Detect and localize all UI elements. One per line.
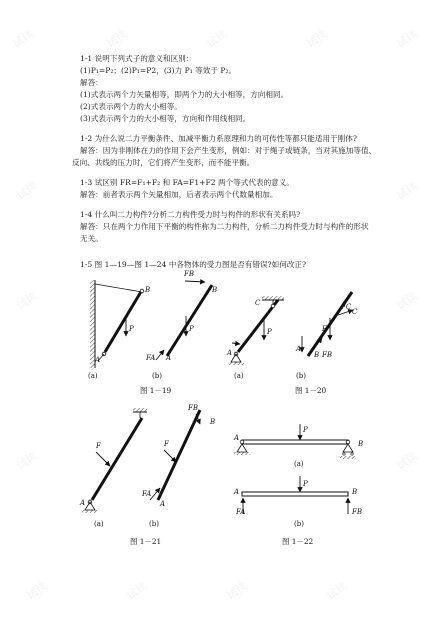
label-A: A — [166, 354, 172, 362]
label-A: A — [160, 500, 166, 508]
label-A: A — [234, 488, 240, 496]
q14-title: 1-4 什么叫二力构件?分析二力构件受力时与构件的形状有关系吗? — [80, 210, 301, 219]
label-B: B — [358, 440, 364, 448]
figure-1-21-b — [150, 410, 200, 500]
watermark: 试读 — [124, 579, 150, 603]
fig121-sub-b: (b) — [149, 520, 159, 528]
label-B: B — [314, 351, 320, 359]
q12-answer-line1: 解答：因为非刚体在力的作用下会产生变形，例如：对于绳子或链条，当对其施加等值、 — [80, 146, 377, 155]
q13-title: 1-3 试区别 FR=F₁+F₂ 和 FA=F1+F2 两个等式代表的意义。 — [80, 178, 294, 187]
label-C: C — [255, 299, 261, 307]
watermark: 试读 — [104, 27, 130, 51]
label-A: A — [296, 345, 302, 353]
q14-answer-line1: 解答：只在两个力作用下平衡的构件称为二力构件，分析二力构件受力时与构件的形状 — [80, 222, 369, 231]
q11-items: (1)P₁=P₂；(2)P₁=P2，(3)力 P₁ 等效于 P₂。 — [80, 66, 237, 75]
figure-1-22-b — [242, 476, 348, 514]
label-FB: FB — [352, 508, 363, 516]
label-FB: FB — [322, 351, 333, 359]
watermark: 试读 — [304, 27, 330, 51]
label-C: C — [352, 308, 358, 316]
q13-answer: 解答：前者表示两个矢量相加，后者表示两个代数量相加。 — [80, 190, 278, 199]
q11-answer-1: (1)式表示两个力矢量相等，即两个力的大小相等，方向相同。 — [80, 90, 289, 99]
watermark: 试读 — [14, 179, 40, 203]
label-B: B — [145, 286, 151, 294]
label-A: A — [95, 356, 101, 364]
label-A: A — [80, 499, 86, 507]
watermark: 试读 — [394, 27, 420, 51]
label-B: B — [210, 418, 216, 426]
label-FC: FC — [341, 303, 352, 311]
q11-answer-3: (3)式表示两个力的大小相等，方向和作用线相同。 — [80, 114, 251, 123]
figure-1-19-b — [156, 281, 212, 360]
figure-1-22-a — [234, 424, 356, 459]
label-P: P — [303, 426, 308, 434]
q14-answer-line2: 无关。 — [80, 234, 103, 243]
watermark: 试读 — [14, 289, 40, 313]
label-FA: FA — [146, 354, 156, 362]
watermark: 试读 — [324, 579, 350, 603]
watermark: 试读 — [394, 289, 420, 313]
watermark: 试读 — [394, 179, 420, 203]
figure-1-21-a — [82, 408, 147, 513]
q11-answer-label: 解答： — [80, 78, 103, 87]
figure-1-19-a — [90, 280, 144, 368]
fig121-sub-a: (a) — [94, 520, 104, 528]
watermark: 试读 — [204, 27, 230, 51]
label-FB: FB — [188, 404, 199, 412]
label-B: B — [352, 488, 358, 496]
label-FA: FA — [236, 508, 246, 516]
q12-title: 1-2 为什么说二力平衡条件、加减平衡力系原理和力的可传性等都只能适用于刚体? — [80, 134, 357, 143]
q11-answer-2: (2)式表示两个力的大小相等。 — [80, 102, 182, 111]
watermark: 试读 — [224, 579, 250, 603]
fig119-sub-a: (a) — [88, 372, 98, 380]
label-FA: FA — [142, 490, 152, 498]
fig122-sub-b: (b) — [294, 520, 304, 528]
watermark: 试读 — [394, 449, 420, 473]
fig120-sub-b: (b) — [296, 372, 306, 380]
label-F: F — [96, 442, 101, 450]
label-B: B — [212, 286, 218, 294]
label-F: F — [322, 325, 327, 333]
fig122-sub-a: (a) — [294, 460, 304, 468]
label-P: P — [189, 325, 194, 333]
fig120-caption: 图 1－20 — [295, 386, 327, 395]
fig121-caption: 图 1－21 — [130, 537, 162, 546]
fig119-caption: 图 1－19 — [140, 386, 172, 395]
label-P: P — [129, 325, 134, 333]
q15-title: 1-5 图 1—19—图 1—24 中各物体的受力图是否有错误?如何改正? — [80, 260, 307, 269]
watermark: 试读 — [10, 27, 36, 51]
figure-1-20-b — [302, 292, 353, 356]
label-F: F — [164, 440, 169, 448]
q12-answer-line2: 反向、共线的压力时，它们将产生变形，而不能平衡。 — [72, 158, 255, 167]
fig120-sub-a: (a) — [234, 372, 244, 380]
label-FB: FB — [184, 270, 195, 278]
watermark: 试读 — [24, 579, 50, 603]
label-A: A — [234, 434, 240, 442]
q11-title: 1-1 说明下列式子的意义和区别： — [80, 54, 194, 63]
fig119-sub-b: (b) — [152, 372, 162, 380]
fig122-caption: 图 1－22 — [282, 537, 314, 546]
watermark: 试读 — [14, 449, 40, 473]
label-A: A — [227, 349, 233, 357]
label-P: P — [267, 328, 272, 336]
label-P: P — [303, 480, 308, 488]
